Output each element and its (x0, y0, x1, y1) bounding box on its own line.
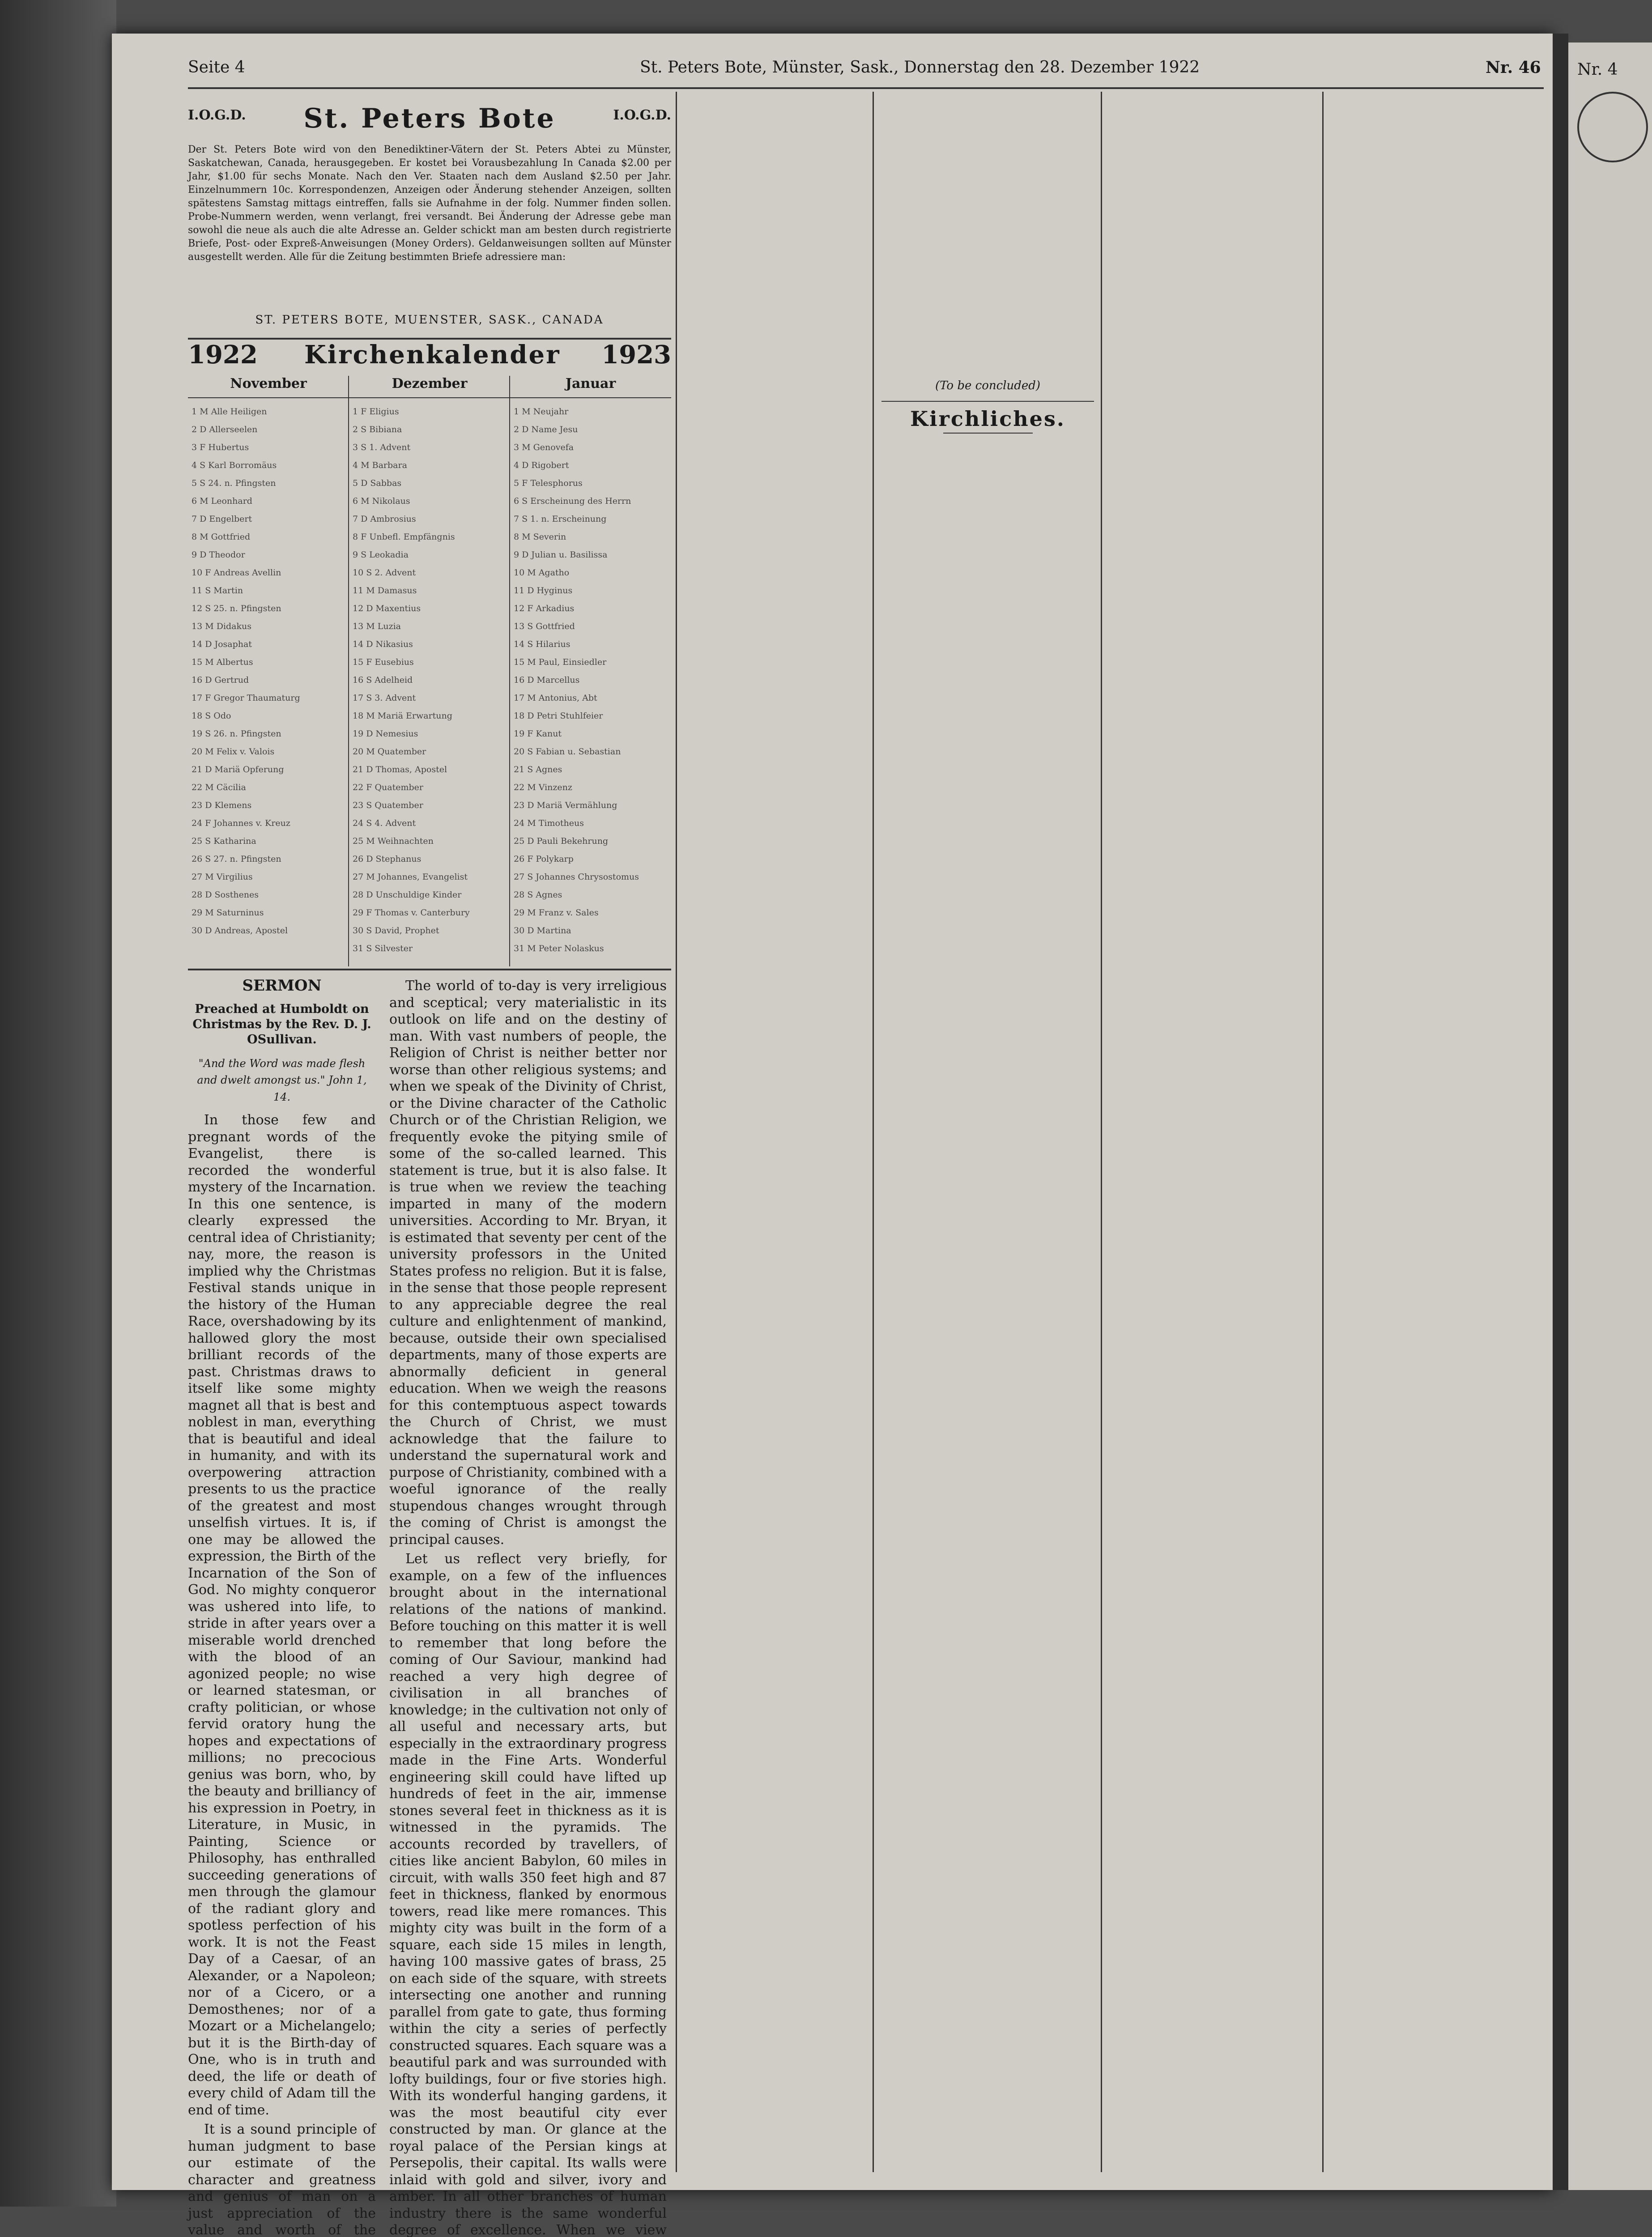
calendar-col-rule (509, 376, 510, 966)
calendar-entry: 13 M Luzia (353, 621, 401, 631)
calendar-entry: 30 D Martina (514, 926, 571, 936)
masthead-title: St. Peters Bote (303, 103, 556, 134)
iogd-right: I.O.G.D. (613, 107, 671, 123)
issue-number: Nr. 46 (1486, 58, 1541, 77)
calendar-entry: 21 S Agnes (514, 765, 562, 774)
calendar-entry: 9 S Leokadia (353, 550, 409, 560)
column-rule (1322, 92, 1324, 2172)
calendar-entry: 27 M Virgilius (192, 872, 253, 882)
sermon-paragraph: In those few and pregnant words of the Evangelist, there is recorded the wonderful mystery of the Incarnation. In this one sentence, is clearly expressed the central idea of Christianity; nay, more, the reason is implied why the Christmas Festival stands unique in the history of the Human Race, overshadowing by its hallowed glory the most brilliant records of the past. Christmas draws to itself like some mighty magnet all that is best and noblest in man, everything that is beautiful and ideal in humanity, and with its overpowering attraction presents to us the practice of the greatest and most unselfish virtues. It is, if one may be allowed the expression, the Birth of the Incarnation of the Son of God. No mighty conqueror was ushered into life, to stride in after years over a miserable world drenched with the blood of an agonized people; no wise or learned statesman, or crafty politician, or whose fervid oratory hung the hopes and expectations of millions; no precocious genius was born, who, by the beauty and brilliancy of his expression in Poetry, in Literature, in Music, in Painting, Science or Philosophy, has enthralled succeeding generations of men through the glamour of the radiant glory and spotless perfection of his work. It is not the Feast Day of a Caesar, of an Alexander, or a Napoleon; nor of a Cicero, or a Demosthenes; nor of a Mozart or a Michelangelo; but it is the Birth-day of One, who is in truth and deed, the life or death of every child of Adam till the end of time. (188, 1112, 376, 2118)
calendar-entry: 7 D Ambrosius (353, 514, 416, 524)
calendar-entry: 27 M Johannes, Evangelist (353, 872, 468, 882)
calendar-entry: 11 M Damasus (353, 586, 417, 595)
calendar-year-right: 1923 (601, 340, 671, 370)
calendar-entry: 22 F Quatember (353, 783, 423, 792)
calendar-entry: 22 M Cäcilia (192, 783, 246, 792)
calendar-entry: 4 S Karl Borromäus (192, 460, 277, 470)
calendar-title: Kirchenkalender (304, 340, 561, 370)
calendar-entry: 12 S 25. n. Pfingsten (192, 604, 281, 613)
calendar-entry: 8 M Gottfried (192, 532, 251, 542)
calendar-entry: 19 S 26. n. Pfingsten (192, 729, 281, 739)
paper-dateline: St. Peters Bote, Münster, Sask., Donnerstag den 28. Dezember 1922 (640, 58, 1200, 77)
calendar-entry: 1 M Neujahr (514, 407, 569, 417)
calendar-entry: 16 S Adelheid (353, 675, 413, 685)
calendar-entry: 20 M Felix v. Valois (192, 747, 275, 757)
column-rule (676, 92, 677, 2172)
calendar-entry: 5 D Sabbas (353, 478, 402, 488)
header-rule (188, 87, 1544, 89)
calendar-entry: 16 D Marcellus (514, 675, 580, 685)
calendar-entry: 13 M Didakus (192, 621, 252, 631)
calendar-head-rule (188, 397, 671, 398)
calendar-col-dezember: Dezember (392, 376, 468, 391)
calendar-entry: 7 S 1. n. Erscheinung (514, 514, 607, 524)
calendar-entry: 4 D Rigobert (514, 460, 569, 470)
calendar-entry: 2 D Allerseelen (192, 425, 258, 434)
calendar-entry: 9 D Julian u. Basilissa (514, 550, 608, 560)
calendar-entry: 20 S Fabian u. Sebastian (514, 747, 621, 757)
calendar-entry: 19 D Nemesius (353, 729, 418, 739)
calendar-entry: 29 M Saturninus (192, 908, 264, 918)
calendar-entry: 8 F Unbefl. Empfängnis (353, 532, 455, 542)
sermon-epigraph: "And the Word was made flesh and dwelt amongst us." John 1, 14. (197, 1057, 367, 1103)
column-rule (1101, 92, 1102, 2172)
calendar-entry: 8 M Severin (514, 532, 566, 542)
calendar-entry: 21 D Mariä Opferung (192, 765, 284, 774)
calendar-entry: 29 M Franz v. Sales (514, 908, 599, 918)
calendar-col-januar: Januar (565, 376, 616, 391)
seal-icon (1577, 92, 1648, 162)
calendar-entry: 25 D Pauli Bekehrung (514, 836, 609, 846)
calendar-entry: 5 F Telesphorus (514, 478, 583, 488)
column-rule (873, 92, 874, 2172)
calendar-entry: 15 M Albertus (192, 657, 253, 667)
calendar-november-list (192, 403, 346, 966)
calendar-entry: 14 D Nikasius (353, 639, 413, 649)
calendar-entry: 17 M Antonius, Abt (514, 693, 597, 703)
calendar-entry: 24 S 4. Advent (353, 818, 416, 828)
calendar-entry: 25 S Katharina (192, 836, 256, 846)
calendar-entry: 31 M Peter Nolaskus (514, 944, 604, 953)
calendar-entry: 6 M Nikolaus (353, 496, 410, 506)
sermon-column-1 (188, 977, 376, 2237)
scan-background-left (0, 0, 116, 2207)
calendar-entry: 18 D Petri Stuhlfeier (514, 711, 603, 721)
calendar-entry: 2 D Name Jesu (514, 425, 578, 434)
calendar-entry: 3 S 1. Advent (353, 442, 411, 452)
sermon-paragraph: It is a sound principle of human judgment to base our estimate of the character and greatness and genius of man on a just appreciation of the value and worth of the (188, 2122, 376, 2237)
masthead (188, 94, 671, 336)
calendar-entry: 26 S 27. n. Pfingsten (192, 854, 281, 864)
calendar-entry: 22 M Vinzenz (514, 783, 572, 792)
calendar-entry: 6 S Erscheinung des Herrn (514, 496, 631, 506)
iogd-left: I.O.G.D. (188, 107, 246, 123)
calendar-entry: 3 M Genovefa (514, 442, 574, 452)
page-number: Seite 4 (188, 58, 245, 77)
calendar-entry: 6 M Leonhard (192, 496, 252, 506)
calendar-entry: 25 M Weihnachten (353, 836, 434, 846)
calendar-entry: 14 S Hilarius (514, 639, 571, 649)
calendar-entry: 3 F Hubertus (192, 442, 249, 452)
column-5 (1107, 94, 1318, 2170)
calendar-entry: 2 S Bibiana (353, 425, 402, 434)
calendar-entry: 19 F Kanut (514, 729, 562, 739)
sermon-column-3 (685, 94, 866, 2170)
calendar-entry: 21 D Thomas, Apostel (353, 765, 447, 774)
calendar-entry: 24 F Johannes v. Kreuz (192, 818, 290, 828)
calendar-entry: 12 F Arkadius (514, 604, 575, 613)
calendar-entry: 16 D Gertrud (192, 675, 249, 685)
calendar-entry: 26 F Polykarp (514, 854, 574, 864)
calendar-entry: 29 F Thomas v. Canterbury (353, 908, 470, 918)
calendar-entry: 31 S Silvester (353, 944, 413, 953)
calendar-entry: 10 S 2. Advent (353, 568, 416, 578)
calendar-entry: 23 D Mariä Vermählung (514, 800, 617, 810)
calendar-entry: 26 D Stephanus (353, 854, 422, 864)
calendar-entry: 20 M Quatember (353, 747, 426, 757)
calendar-entry: 17 S 3. Advent (353, 693, 416, 703)
calendar-entry: 9 D Theodor (192, 550, 245, 560)
calendar-entry: 10 F Andreas Avellin (192, 568, 281, 578)
calendar-entry: 28 D Sosthenes (192, 890, 259, 900)
calendar-entry: 14 D Josaphat (192, 639, 252, 649)
calendar-entry: 27 S Johannes Chrysostomus (514, 872, 639, 882)
sermon-paragraph: The world of to-day is very irreligious and sceptical; very materialistic in its outlook on life and on the destiny of man. With vast numbers of people, the Religion of Christ is neither better nor worse than other religious systems; and when we speak of the Divinity of Christ, or the Divine character of the Catholic Church or of the Christian Religion, we frequently evoke the pitying smile of some of the so-called learned. This statement is true, but it is also false. It is true when we review the teaching imparted in many of the modern universities. According to Mr. Bryan, it is estimated that seventy per cent of the university professors in the United States profess no religion. But it is false, in the sense that those people represent to any appreciable degree the real culture and enlightenment of mankind, because, outside their own specialised departments, many of those experts are abnormally deficient in general education. When we weigh the reasons for this contemptuous aspect towards the Church of Christ, we must acknowledge that the failure to understand the supernatural work and purpose of Christianity, combined with a woeful ignorance of the really stupendous changes wrought through the coming of Christ is amongst the principal causes. (389, 978, 667, 1548)
sermon-subtitle: Preached at Humboldt on Christmas by the Rev. D. J. OSullivan. (192, 1002, 371, 1046)
page-header (121, 58, 1544, 85)
calendar-entry: 23 D Klemens (192, 800, 252, 810)
sermon-column-2 (389, 978, 667, 2237)
calendar-entry: 1 F Eligius (353, 407, 399, 417)
calendar-entry: 23 S Quatember (353, 800, 423, 810)
calendar-title-row (188, 340, 671, 376)
column-6 (1329, 94, 1544, 2170)
calendar-entry: 10 M Agatho (514, 568, 570, 578)
calendar-entry: 30 D Andreas, Apostel (192, 926, 288, 936)
calendar-entry: 28 D Unschuldige Kinder (353, 890, 462, 900)
calendar-entry: 30 S David, Prophet (353, 926, 439, 936)
column-4 (881, 94, 1094, 2170)
masthead-address: ST. PETERS BOTE, MUENSTER, SASK., CANADA (255, 313, 604, 327)
calendar-year-left: 1922 (188, 340, 258, 370)
calendar-entry: 13 S Gottfried (514, 621, 575, 631)
sermon-continued-text (881, 94, 1094, 371)
sermon-paragraph: Let us reflect very briefly, for example, on a few of the influences brought about in the international relations of the nations of mankind. Before touching on this matter it is well to remember that long before the coming of Our Saviour, mankind had reached a very high degree of civilisation in all branches of knowledge; in the cultivation not only of all useful and necessary arts, but especially in the extraordinary progress made in the Fine Arts. Wonderful engineering skill could have lifted up hundreds of feet in the air, immense stones several feet in thickness as it is witnessed in the pyramids. The accounts recorded by travellers, of cities like ancient Babylon, 60 miles in circuit, with walls 350 feet high and 87 feet in thickness, flanked by enormous towers, read like mere romances. This mighty city was built in the form of a square, each side 15 miles in length, having 100 massive gates of brass, 25 on each side of the square, with streets intersecting one another and running parallel from gate to gate, thus forming within the city a series of perfectly constructed squares. Each square was a beautiful park and was surrounded with lofty buildings, four or five stories high. With its wonderful hanging gardens, it was the most beautiful city ever constructed by man. Or glance at the royal palace of the Persian kings at Persepolis, their capital. Its walls were inlaid with gold and silver, ivory and amber. In all other branches of human industry there is the same wonderful degree of excellence. When we view (389, 1551, 667, 2237)
calendar-entry: 28 S Agnes (514, 890, 562, 900)
sermon-title: SERMON (242, 977, 322, 995)
page-gutter (1553, 34, 1568, 2190)
calendar-entry: 4 M Barbara (353, 460, 407, 470)
calendar-entry: 1 M Alle Heiligen (192, 407, 267, 417)
calendar-bottom-rule (188, 969, 671, 970)
calendar-entry: 17 F Gregor Thaumaturg (192, 693, 300, 703)
section-rule (943, 433, 1033, 434)
calendar-entry: 11 D Hyginus (514, 586, 573, 595)
calendar-januar-list (514, 403, 668, 966)
calendar-entry: 12 D Maxentius (353, 604, 421, 613)
calendar-dezember-list (353, 403, 507, 966)
kirchliches-heading: Kirchliches. (910, 406, 1065, 431)
calendar-col-rule (348, 376, 349, 966)
masthead-info: Der St. Peters Bote wird von den Benediktiner-Vätern der St. Peters Abtei zu Münster, Saskatchewan, Canada, herausgegeben. Er kostet bei Vorausbezahlung In Canada $2.00 per Jahr, $1.00 für sechs Monate. Nach den Ver. Staaten nach dem Ausland $2.50 per Jahr. Einzelnummern 10c. Korrespondenzen, Anzeigen oder Änderung stehender Anzeigen, sollten spätestens Samstag mittags eintreffen, falls sie Aufnahme in der folg. Nummer finden sollen. Probe-Nummern werden, wenn verlangt, frei versandt. Bei Änderung der Adresse gebe man sowohl die neue als auch die alte Adresse an. Gelder schickt man am besten durch registrierte Briefe, Post- oder Expreß-Anweisungen (Money Orders). Geldanweisungen sollten auf Münster ausgestellt werden. Alle für die Zeitung bestimmten Briefe adressiere man: (188, 144, 671, 263)
calendar-entry: 7 D Engelbert (192, 514, 252, 524)
calendar-entry: 24 M Timotheus (514, 818, 584, 828)
calendar-entry: 5 S 24. n. Pfingsten (192, 478, 276, 488)
adjacent-page-edge (1568, 43, 1652, 2190)
masthead-rule (188, 338, 671, 340)
calendar-entry: 18 S Odo (192, 711, 231, 721)
section-rule (881, 401, 1094, 402)
calendar-col-november: November (230, 376, 307, 391)
calendar-entry: 18 M Mariä Erwartung (353, 711, 452, 721)
calendar-entry: 11 S Martin (192, 586, 243, 595)
calendar-entry: 15 F Eusebius (353, 657, 414, 667)
calendar-entry: 15 M Paul, Einsiedler (514, 657, 607, 667)
adjacent-page-issue: Nr. 4 (1577, 60, 1618, 79)
church-calendar (188, 376, 671, 1025)
sermon-continued-note: (To be concluded) (935, 379, 1041, 392)
